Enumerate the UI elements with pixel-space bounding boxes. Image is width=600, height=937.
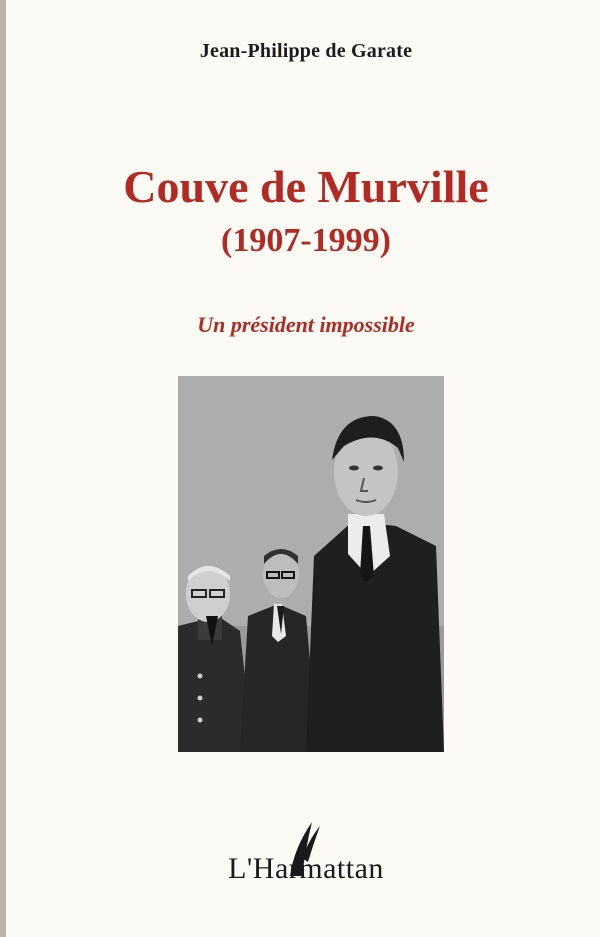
book-subtitle: Un président impossible — [197, 312, 415, 337]
book-title: Couve de Murville — [123, 161, 489, 212]
book-dates: (1907-1999) — [221, 222, 391, 259]
publisher-name: L'Harmattan — [228, 852, 384, 885]
cover-photo-illustration — [178, 376, 444, 752]
author-name: Jean-Philippe de Garate — [199, 40, 413, 62]
cover-photo — [178, 376, 444, 752]
